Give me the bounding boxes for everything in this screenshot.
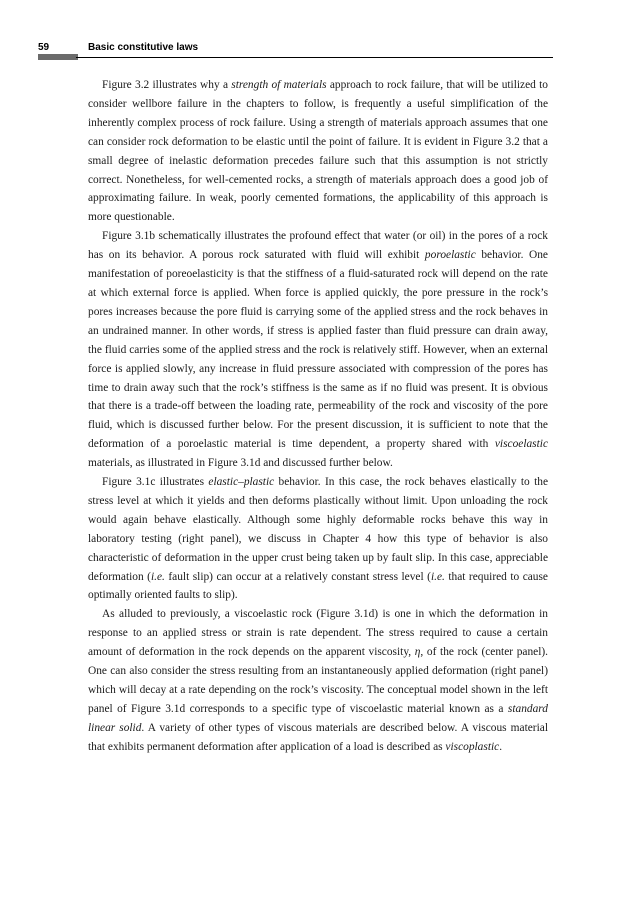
- page-header: [38, 41, 553, 65]
- text-run: , of the rock (center panel). One can also consider the stress resulting from an instantaneously applied deformation (right panel) which will decay at a rate depending on the rock’s viscosity. The conceptual model shown in the left panel of Figure 3.1d corresponds to a specific type of viscoelastic material known as a: [88, 646, 548, 715]
- italic-term: viscoelastic: [494, 438, 548, 451]
- text-run: that required to cause optimally oriented faults to slip).: [88, 570, 548, 602]
- italic-term: standard linear solid: [88, 702, 548, 734]
- page-number: 59: [38, 42, 50, 53]
- paragraph-1: [88, 76, 548, 227]
- text-run: materials, as illustrated in Figure 3.1d and discussed further below.: [88, 457, 393, 470]
- text-run: Figure 3.1c illustrates: [102, 476, 209, 489]
- text-run: As alluded to previously, a viscoelastic rock (Figure 3.1d) is one in which the deformation in response to an applied stress or strain is rate dependent. The stress required to cause a certain amount of deformation in the rock depends on the apparent viscosity,: [88, 608, 548, 659]
- header-accent-bar: [38, 54, 78, 60]
- italic-term: viscoplastic: [445, 740, 500, 753]
- text-run: approach to rock failure, that will be utilized to consider wellbore failure in the chapters to follow, is frequently a useful simplification of the inherently complex process of rock failure. Using a strength of materials approach assumes that one can consider rock deformation to be elastic until the point of failure. It is evident in Figure 3.2 that a small degree of inelastic deformation precedes failure such that this assumption is not strictly correct. Nonetheless, for well-cemented rocks, a strength of materials approach does a good job of approximating failure. In weak, poorly cemented formations, the applicability of this approach is more questionable.: [88, 79, 548, 224]
- text-run: behavior. In this case, the rock behaves elastically to the stress level at which it yields and then deforms plastically without limit. Upon unloading the rock would again behave elastically. Although some highly deformable rocks behave this way in laboratory testing (right panel), we discuss in Chapter 4 how this type of behavior is also characteristic of deformation in the upper crust being taken up by fault slip. In this case, appreciable deformation (: [88, 476, 548, 583]
- paragraph-2: [88, 227, 548, 473]
- text-run: Figure 3.1b schematically illustrates the profound effect that water (or oil) in the pores of a rock has on its behavior. A porous rock saturated with fluid will exhibit: [88, 230, 548, 262]
- text-run: . A variety of other types of viscous materials are described below. A viscous material that exhibits permanent deformation after application of a load is described as: [88, 721, 548, 753]
- italic-term: i.e.: [150, 570, 165, 583]
- italic-term: elastic–plastic: [208, 476, 275, 489]
- italic-term: η: [414, 646, 421, 659]
- running-title: Basic constitutive laws: [88, 42, 199, 53]
- text-run: behavior. One manifestation of poreoelasticity is that the stiffness of a fluid-saturated rock will depend on the rate at which external force is applied. When force is applied quickly, the pore pressure in the rock’s pores increases because the pore fluid is carrying some of the applied stress and the rock behaves in an undrained manner. In other words, if stress is applied faster than fluid pressure can drain away, the fluid carries some of the applied stress and the rock is relatively stiff. However, when an external force is applied slowly, any increase in fluid pressure associated with compression of the pores has time to drain away such that the rock’s stiffness is the same as if no fluid was present. It is obvious that there is a trade-off between the loading rate, permeability of the rock and viscosity of the pore fluid, which is discussed further below. For the present discussion, it is sufficient to note that the deformation of a poroelastic material is time dependent, a property shared with: [88, 249, 548, 451]
- italic-term: poroelastic: [424, 249, 476, 262]
- body-text: [88, 76, 548, 757]
- italic-term: i.e.: [430, 570, 445, 583]
- text-run: Figure 3.2 illustrates why a: [102, 79, 232, 91]
- text-run: fault slip) can occur at a relatively constant stress level (: [164, 570, 431, 583]
- header-rule: [76, 57, 553, 58]
- paragraph-4: [88, 605, 548, 756]
- paragraph-3: [88, 473, 548, 605]
- text-run: .: [499, 740, 503, 753]
- italic-term: strength of materials: [231, 79, 327, 91]
